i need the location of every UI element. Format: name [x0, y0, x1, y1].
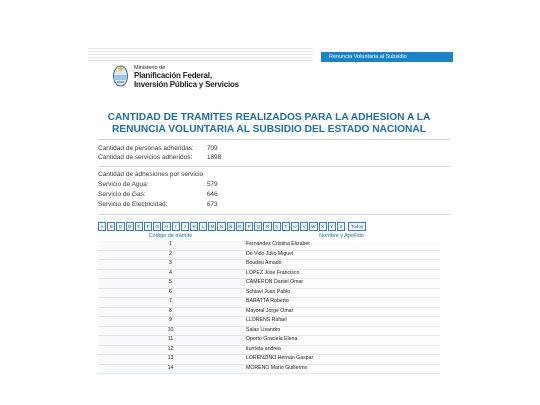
ministry-logo — [112, 64, 239, 94]
letter-filter-button[interactable]: E — [135, 222, 143, 231]
letter-filter-button[interactable]: G — [153, 222, 161, 231]
letter-filter-button[interactable]: L — [199, 222, 207, 231]
letter-filter-button[interactable]: Ñ — [227, 222, 235, 231]
letter-filter-button[interactable]: K — [190, 222, 198, 231]
service-label: Servicio de Agua: — [98, 181, 149, 188]
service-value: 646 — [206, 191, 218, 198]
stat-label: Cantidad de servicios adheridos: — [98, 154, 193, 161]
table-row — [98, 317, 440, 327]
person-name: iturrieta andrea — [243, 346, 440, 355]
person-name: Oporto Graciela Elena — [243, 336, 440, 345]
person-name: Schiavi Juan Pablo — [243, 289, 440, 298]
letter-filter-button[interactable]: U — [291, 222, 299, 231]
header-decoration — [88, 48, 313, 62]
coat-of-arms-icon — [112, 64, 129, 88]
person-name: Mayoral Jorge Omar — [243, 308, 440, 317]
letter-filter-button[interactable]: I — [172, 222, 180, 231]
table-row — [98, 308, 440, 318]
letter-filter-button[interactable]: B — [107, 222, 115, 231]
letter-filter-button[interactable]: Q — [254, 222, 262, 231]
letter-filter-button[interactable]: Y — [328, 222, 336, 231]
letter-filter-button[interactable]: C — [116, 222, 124, 231]
todos-button[interactable]: Todos — [348, 222, 366, 231]
tramite-code: 3 — [98, 260, 243, 269]
table-row — [98, 289, 440, 299]
stat-value: 1898 — [206, 154, 222, 161]
services-title: Cantidad de adhesiones por servicio — [98, 171, 204, 178]
letter-filter-button[interactable]: O — [236, 222, 244, 231]
letter-filter-button[interactable]: Z — [337, 222, 345, 231]
table-row — [98, 298, 440, 308]
stat-label: Cantidad de personas adheridas: — [98, 145, 194, 152]
table-row — [98, 279, 440, 289]
divider — [98, 214, 450, 215]
letter-filter-button[interactable]: W — [311, 224, 316, 229]
table-row — [98, 251, 440, 261]
service-value: 579 — [206, 181, 218, 188]
person-name: Boudou Amado — [243, 260, 440, 269]
person-name: Fernandez Cristina Elizabet — [243, 241, 440, 250]
tramite-code: 10 — [98, 327, 243, 336]
table-row — [98, 336, 440, 346]
table-row — [98, 355, 440, 365]
table-row — [98, 365, 440, 375]
table-body — [98, 241, 440, 374]
tramite-code: 9 — [98, 317, 243, 326]
person-name: LORENZINO Hernan Gaspar — [243, 355, 440, 364]
page-container — [88, 44, 450, 394]
table-header — [98, 233, 440, 241]
tramite-code: 2 — [98, 251, 243, 260]
letter-filter-button[interactable]: N — [217, 222, 225, 231]
tramite-code: 11 — [98, 336, 243, 345]
letter-filter-button[interactable]: R — [263, 222, 271, 231]
divider — [98, 139, 450, 140]
stat-row — [98, 154, 221, 161]
stat-value: 709 — [206, 145, 218, 152]
logo-line-2: Planificación Federal, — [134, 71, 212, 80]
letter-filter-button[interactable]: F — [144, 222, 152, 231]
alphabet-filter — [98, 222, 366, 230]
table-row — [98, 327, 440, 337]
letter-filter-button[interactable]: V — [300, 222, 308, 231]
logo-line-3: Inversión Pública y Servicios — [134, 80, 239, 89]
tramite-code: 8 — [98, 308, 243, 317]
person-name: BARATTA Roberto — [243, 298, 440, 307]
table-row — [98, 241, 440, 251]
tramite-code: 6 — [98, 289, 243, 298]
tramite-code: 5 — [98, 279, 243, 288]
table-row — [98, 346, 440, 356]
service-row — [98, 181, 218, 188]
service-row — [98, 201, 218, 208]
letter-filter-button[interactable]: T — [282, 222, 290, 231]
person-name: MORENO Mario Guillermo — [243, 365, 440, 374]
service-label: Servicio de Electricidad: — [98, 201, 168, 208]
letter-filter-button[interactable]: H — [162, 222, 170, 231]
service-label: Servicio de Gas: — [98, 191, 146, 198]
tramites-table — [98, 233, 440, 374]
letter-filter-button[interactable]: D — [126, 222, 134, 231]
stat-row — [98, 145, 218, 152]
tramite-code: 13 — [98, 355, 243, 364]
person-name: LOPEZ Jose Francisco — [243, 270, 440, 279]
service-row — [98, 191, 218, 198]
letter-filter-button[interactable]: S — [273, 222, 281, 231]
tramite-code: 14 — [98, 365, 243, 374]
tramite-code: 4 — [98, 270, 243, 279]
letter-filter-button[interactable]: A — [98, 222, 106, 231]
page-title: CANTIDAD DE TRAMITES REALIZADOS PARA LA ADHESION A LA RENUNCIA VOLUNTARIA AL SUBSIDIO DEL ESTADO NACIONAL — [107, 112, 431, 135]
banner-label: Renuncia Voluntaria al Subsidio — [329, 54, 407, 60]
letter-filter-button[interactable]: M — [208, 222, 216, 231]
letter-filter-button[interactable]: J — [181, 222, 189, 231]
column-header-code: Código de trámite — [148, 233, 193, 239]
column-header-name: Nombre y Apellido — [319, 233, 364, 239]
table-row — [98, 260, 440, 270]
tramite-code: 12 — [98, 346, 243, 355]
person-name: Salas Lisandro — [243, 327, 440, 336]
letter-filter-button[interactable]: X — [319, 222, 327, 231]
person-name: LLORENS Rafael — [243, 317, 440, 326]
top-banner — [321, 52, 453, 62]
person-name: CAMERON Daniel Omar — [243, 279, 440, 288]
letter-filter-button[interactable]: P — [245, 222, 253, 231]
tramite-code: 1 — [98, 241, 243, 250]
divider — [98, 166, 450, 167]
logo-line-1: Ministerio de — [134, 65, 166, 71]
table-row — [98, 270, 440, 280]
service-value: 673 — [206, 201, 218, 208]
tramite-code: 7 — [98, 298, 243, 307]
person-name: De Vido Julio Miguel — [243, 251, 440, 260]
